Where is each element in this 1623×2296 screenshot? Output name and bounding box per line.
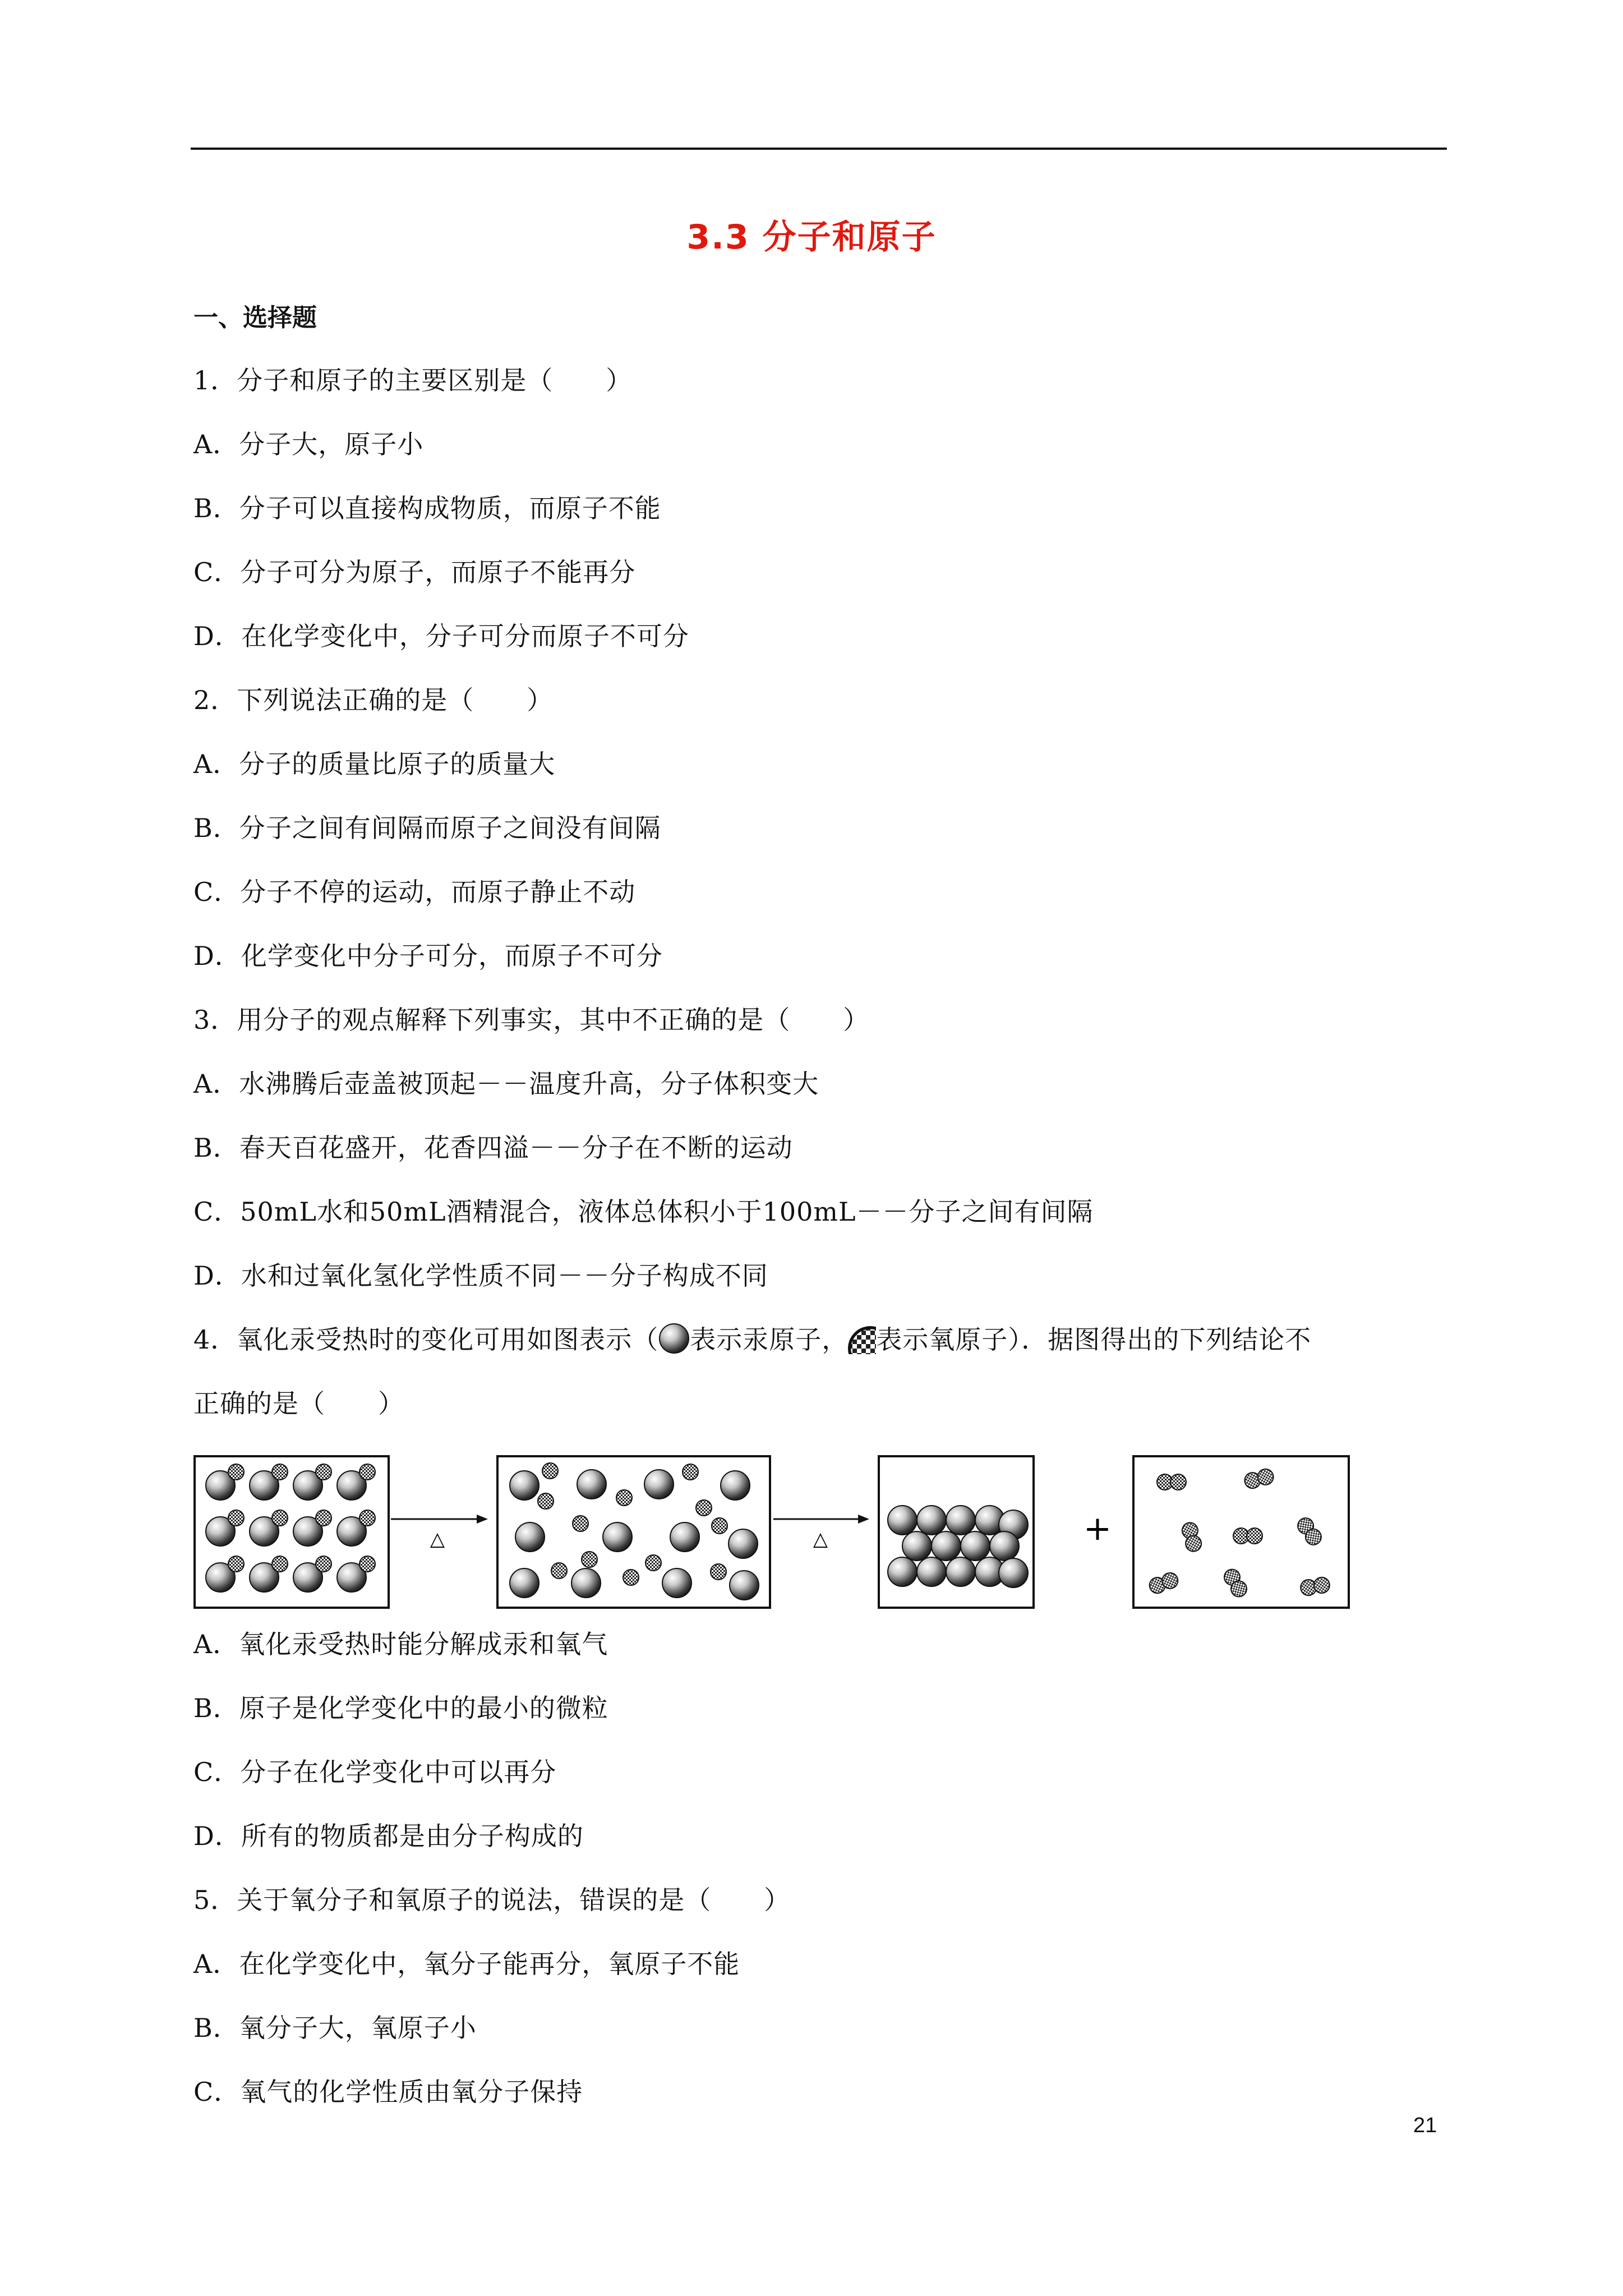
heat-symbol-2: △ [813, 1528, 828, 1550]
header-rule [191, 148, 1447, 150]
q5-stem: 5．关于氧分子和氧原子的说法，错误的是（ ） [193, 1885, 791, 1915]
page-title: 3.3 分子和原子 [686, 218, 937, 257]
heat-symbol-1: △ [430, 1528, 445, 1550]
q3-option-a: A．水沸腾后壶盖被顶起－－温度升高，分子体积变大 [193, 1069, 819, 1099]
q2-stem: 2．下列说法正确的是（ ） [193, 685, 554, 715]
q1-option-a: A．分子大，原子小 [193, 429, 424, 459]
q4-option-c: C．分子在化学变化中可以再分 [193, 1757, 557, 1787]
q3-option-d: D．水和过氧化氢化学性质不同－－分子构成不同 [193, 1260, 768, 1291]
page-number: 21 [1413, 2114, 1437, 2137]
q1-stem: 1．分子和原子的主要区别是（ ） [193, 365, 633, 395]
mercury-atoms [888, 1506, 1028, 1588]
q4-stem [193, 1319, 1311, 1356]
q4-option-a: A．氧化汞受热时能分解成汞和氧气 [193, 1629, 608, 1659]
q4-stem-part3: 表示氧原子）．据图得出的下列结论不 [876, 1324, 1312, 1355]
q4-option-b: B．原子是化学变化中的最小的微粒 [193, 1693, 608, 1723]
plus-sign: + [1083, 1509, 1112, 1548]
section-heading: 一、选择题 [193, 303, 317, 332]
q5-option-c: C．氧气的化学性质由氧分子保持 [193, 2077, 583, 2107]
q5-option-a: A．在化学变化中，氧分子能再分，氧原子不能 [193, 1949, 740, 1979]
q2-option-b: B．分子之间有间隔而原子之间没有间隔 [193, 813, 661, 843]
q5-option-b: B．氧分子大，氧原子小 [193, 2013, 477, 2043]
q3-stem: 3．用分子的观点解释下列事实，其中不正确的是（ ） [193, 1005, 870, 1035]
q2-option-c: C．分子不停的运动，而原子静止不动 [193, 877, 636, 907]
q4-option-d: D．所有的物质都是由分子构成的 [193, 1821, 584, 1851]
oxygen-atom-icon [848, 1326, 876, 1354]
q2-option-a: A．分子的质量比原子的质量大 [193, 749, 556, 779]
q1-option-c: C．分子可分为原子，而原子不能再分 [193, 557, 636, 587]
q1-option-d: D．在化学变化中，分子可分而原子不可分 [193, 621, 689, 651]
q4-stem-part2: 表示汞原子， [690, 1324, 849, 1355]
q4-stem-part1: 4．氧化汞受热时的变化可用如图表示（ [193, 1324, 659, 1355]
q3-option-c: C．50mL水和50mL酒精混合，液体总体积小于100mL－－分子之间有间隔 [193, 1197, 1094, 1227]
mercury-oxide-decomposition-diagram [193, 1453, 1354, 1616]
heat-arrow-1 [391, 1515, 488, 1550]
q1-option-b: B．分子可以直接构成物质，而原子不能 [193, 493, 661, 523]
q4-stem-line2: 正确的是（ ） [193, 1388, 404, 1419]
q3-option-b: B．春天百花盛开，花香四溢－－分子在不断的运动 [193, 1133, 793, 1163]
mercury-atom-icon [658, 1323, 690, 1354]
q2-option-d: D．化学变化中分子可分，而原子不可分 [193, 941, 663, 971]
heat-arrow-2 [773, 1515, 869, 1550]
